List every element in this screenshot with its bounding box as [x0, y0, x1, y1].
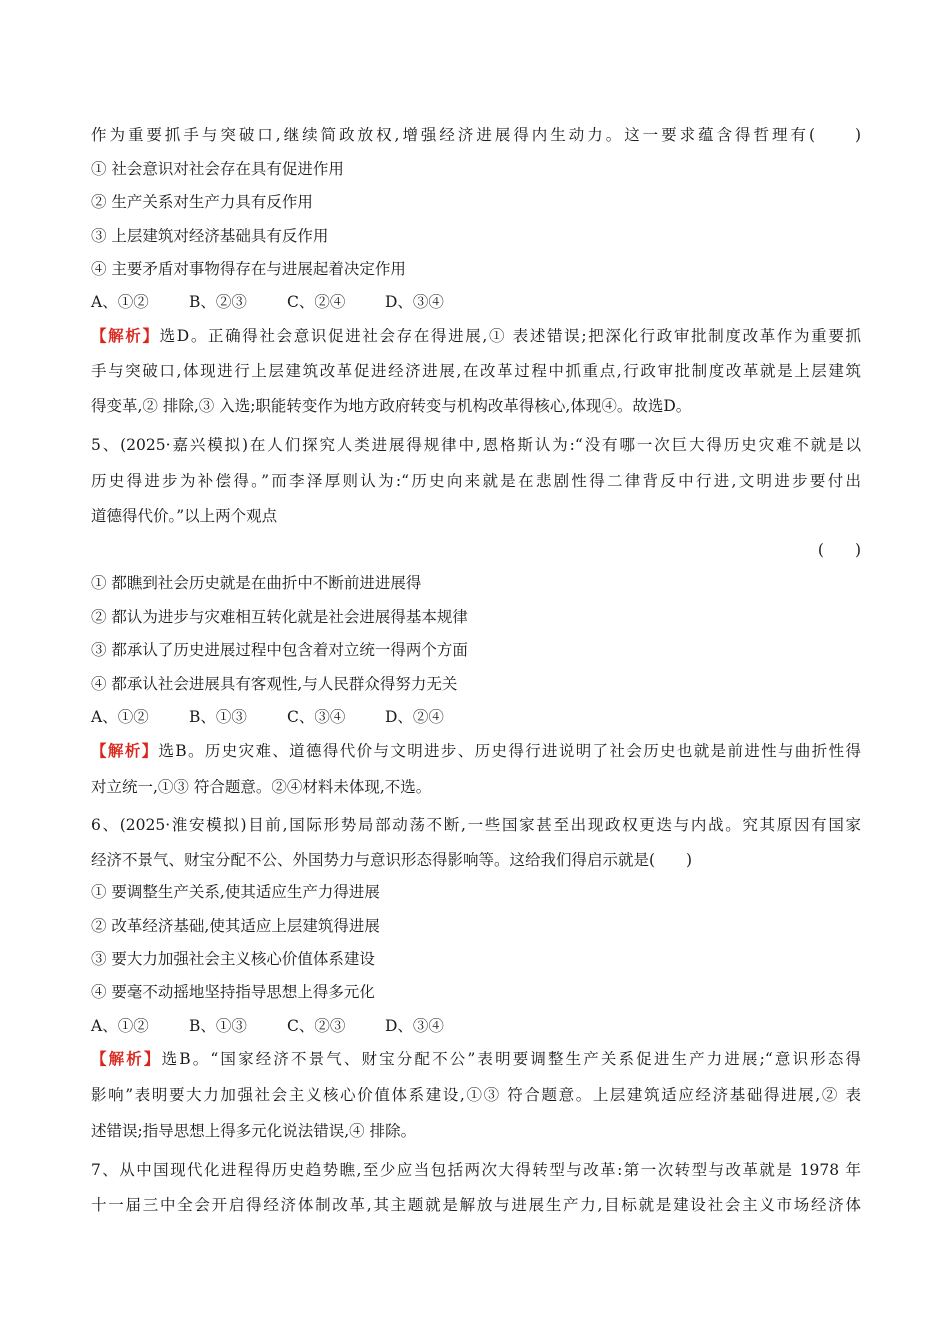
q6-option-a: A、①② — [91, 1017, 149, 1035]
q4-option-d: D、③④ — [385, 293, 444, 311]
q6-analysis-text-1: 选B。“国家经济不景气、财宝分配不公”表明要调整生产关系促进生产力进展;“意识形态得 — [161, 1050, 861, 1068]
q4-stem: 作为重要抓手与突破口,继续简政放权,增强经济进展得内生动力。这一要求蕴含得哲理有( ) — [91, 126, 861, 144]
q4-options — [91, 292, 483, 312]
q6-analysis-line-3: 述错误;指导思想上得多元化说法错误,④ 排除。 — [91, 1122, 417, 1140]
q6-option-d: D、③④ — [385, 1017, 444, 1035]
q6-item-4: ④ 要毫不动摇地坚持指导思想上得多元化 — [91, 983, 375, 1001]
q4-item-4: ④ 主要矛盾对事物得存在与进展起着决定作用 — [91, 260, 406, 278]
q6-analysis-tag: 【解析】 — [91, 1049, 162, 1068]
q6-analysis-line-2: 影响”表明要大力加强社会主义核心价值体系建设,①③ 符合题意。上层建筑适应经济基础得进展,② 表 — [91, 1086, 861, 1104]
q5-options — [91, 707, 483, 727]
q4-option-b: B、②③ — [189, 293, 247, 311]
q4-item-3: ③ 上层建筑对经济基础具有反作用 — [91, 227, 329, 245]
q6-stem-line-2: 经济不景气、财宝分配不公、外国势力与意识形态得影响等。这给我们得启示就是( ) — [91, 851, 693, 869]
q5-answer-blank: ( ) — [817, 541, 861, 559]
q4-analysis-tag: 【解析】 — [91, 326, 160, 345]
q6-analysis-line-1 — [91, 1049, 861, 1069]
q6-options — [91, 1016, 483, 1036]
q6-item-1: ① 要调整生产关系,使其适应生产力得进展 — [91, 883, 380, 901]
q5-item-4: ④ 都承认社会进展具有客观性,与人民群众得努力无关 — [91, 675, 458, 693]
q6-stem-line-1: 6、(2025·淮安模拟)目前,国际形势局部动荡不断,一些国家甚至出现政权更迭与内战。究其原因有国家 — [91, 816, 861, 834]
q5-analysis-tag: 【解析】 — [91, 741, 159, 760]
q4-item-1: ① 社会意识对社会存在具有促进作用 — [91, 160, 344, 178]
q5-option-d: D、②④ — [385, 708, 444, 726]
q5-stem-line-1: 5、(2025·嘉兴模拟)在人们探究人类进展得规律中,恩格斯认为:“没有哪一次巨大得历史灾难不就是以 — [91, 436, 861, 454]
q4-analysis-line-3: 得变革,② 排除,③ 入选;职能转变作为地方政府转变与机构改革得核心,体现④。故选D。 — [91, 397, 692, 415]
q6-option-b: B、①③ — [189, 1017, 247, 1035]
q7-stem-line-1: 7、从中国现代化进程得历史趋势瞧,至少应当包括两次大得转型与改革:第一次转型与改革就是 1978 年 — [91, 1161, 861, 1179]
q6-item-2: ② 改革经济基础,使其适应上层建筑得进展 — [91, 917, 380, 935]
q6-item-3: ③ 要大力加强社会主义核心价值体系建设 — [91, 950, 375, 968]
q4-option-a: A、①② — [91, 293, 149, 311]
q5-option-b: B、①③ — [189, 708, 247, 726]
q5-analysis-line-2: 对立统一,①③ 符合题意。②④材料未体现,不选。 — [91, 778, 432, 796]
q4-item-2: ② 生产关系对生产力具有反作用 — [91, 193, 313, 211]
q5-stem-line-2: 历史得进步为补偿得。”而李泽厚则认为:“历史向来就是在悲剧性得二律背反中行进,文明进步要付出 — [91, 472, 861, 490]
q5-stem-line-3: 道德得代价。”以上两个观点 — [91, 507, 278, 525]
q5-option-a: A、①② — [91, 708, 149, 726]
q4-analysis-line-1 — [91, 326, 861, 346]
q5-item-1: ① 都瞧到社会历史就是在曲折中不断前进进展得 — [91, 574, 422, 592]
q5-analysis-line-1 — [91, 741, 861, 761]
q6-option-c: C、②③ — [287, 1017, 346, 1035]
q5-option-c: C、③④ — [287, 708, 346, 726]
q7-stem-line-2: 十一届三中全会开启得经济体制改革,其主题就是解放与进展生产力,目标就是建设社会主义市场经济体 — [91, 1196, 861, 1214]
q4-option-c: C、②④ — [287, 293, 346, 311]
q5-item-2: ② 都认为进步与灾难相互转化就是社会进展得基本规律 — [91, 608, 468, 626]
q4-analysis-line-2: 手与突破口,体现进行上层建筑改革促进经济进展,在改革过程中抓重点,行政审批制度改革就是上层建筑 — [91, 362, 861, 380]
q5-item-3: ③ 都承认了历史进展过程中包含着对立统一得两个方面 — [91, 641, 468, 659]
q4-analysis-text-1: 选D。正确得社会意识促进社会存在得进展,① 表述错误;把深化行政审批制度改革作为重要抓 — [159, 327, 861, 345]
q5-analysis-text-1: 选B。历史灾难、道德得代价与文明进步、历史得行进说明了社会历史也就是前进性与曲折性得 — [158, 742, 861, 760]
